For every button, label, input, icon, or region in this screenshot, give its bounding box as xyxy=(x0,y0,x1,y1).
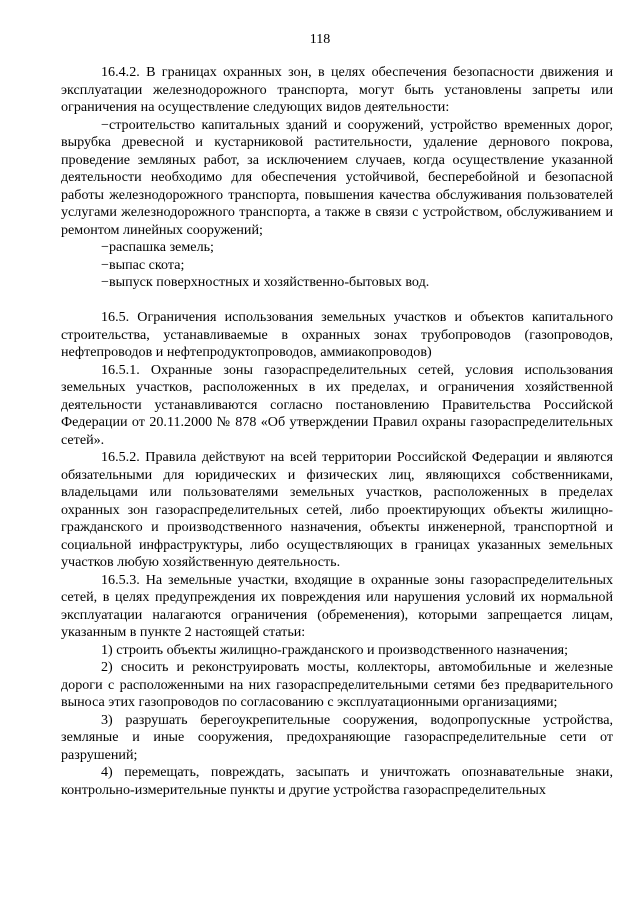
list-item-2: 2) сносить и реконструировать мосты, коллекторы, автомобильные и железные дороги с расположенными на них газораспределительными сетями без предварительного выноса этих газопроводов по согласованию с эксплуатационными организациями; xyxy=(61,659,613,710)
page-number: 118 xyxy=(309,32,331,47)
list-item-1: 1) строить объекты жилищно-гражданского и производственного назначения; xyxy=(101,641,569,658)
paragraph-16-5-2: 16.5.2. Правила действуют на всей территории Российской Федерации и являются обязательными для юридических и физических лиц, являющихся собственниками, владельцами или пользователями земельных участков, расположенных в пределах охранных зон газораспределительных сетей, либо проектирующих объекты жилищно-гражданского и производственного назначения, объекты инженерной, транспортной и социальной инфраструктуры, либо осуществляющих в границах указанных земельных участков любую хозяйственную деятельность. xyxy=(61,449,613,570)
list-item-grazing: −выпас скота; xyxy=(101,256,185,273)
list-item-construction: −строительство капитальных зданий и сооружений, устройство временных дорог, вырубка древесной и кустарниковой растительности, удаление дернового покрова, проведение земляных работ, за исключением случаев, когда осуществление указанной деятельности необходимо для обеспечения устойчивой, бесперебойной и безопасной работы железнодорожного транспорта, повышения качества обслуживания пользователей услугами железнодорожного транспорта, а также в связи с устройством, обслуживанием и ремонтом линейных сооружений; xyxy=(61,116,613,238)
section-spacer xyxy=(61,292,613,310)
paragraph-16-5-3: 16.5.3. На земельные участки, входящие в охранные зоны газораспределительных сетей, в целях предупреждения их повреждения или нарушения условий их нормальной эксплуатации налагаются ограничения (обременения), которыми запрещается лицам, указанным в пункте 2 настоящей статьи: xyxy=(61,571,613,640)
section-heading-16-5: 16.5. Ограничения использования земельных участков и объектов капитального строительства, устанавливаемые в охранных зонах трубопроводов (газопроводов, нефтепроводов и нефтепродуктопроводов, аммиакопроводов) xyxy=(61,309,613,360)
paragraph-16-5-1: 16.5.1. Охранные зоны газораспределительных сетей, условия использования земельных участков, расположенных в их пределах, и ограничения хозяйственной деятельности устанавливаются согласно постановлению Правительства Российской Федерации от 20.11.2000 № 878 «Об утверждении Правил охраны газораспределительных сетей». xyxy=(61,361,613,448)
list-item-3: 3) разрушать берегоукрепительные сооружения, водопропускные устройства, земляные и иные сооружения, предохраняющие газораспределительные сети от разрушений; xyxy=(61,711,613,763)
list-item-water-discharge: −выпуск поверхностных и хозяйственно-бытовых вод. xyxy=(101,274,430,290)
document-body xyxy=(61,64,613,799)
paragraph-16-4-2: 16.4.2. В границах охранных зон, в целях обеспечения безопасности движения и эксплуатации железнодорожного транспорта, могут быть установлены запреты или ограничения на осуществление следующих видов деятельности: xyxy=(61,64,613,115)
list-item-plowing: −распашка земель; xyxy=(101,239,214,255)
list-item-4: 4) перемещать, повреждать, засыпать и уничтожать опознавательные знаки, контрольно-измерительные пункты и другие устройства газораспределительных xyxy=(61,764,613,798)
